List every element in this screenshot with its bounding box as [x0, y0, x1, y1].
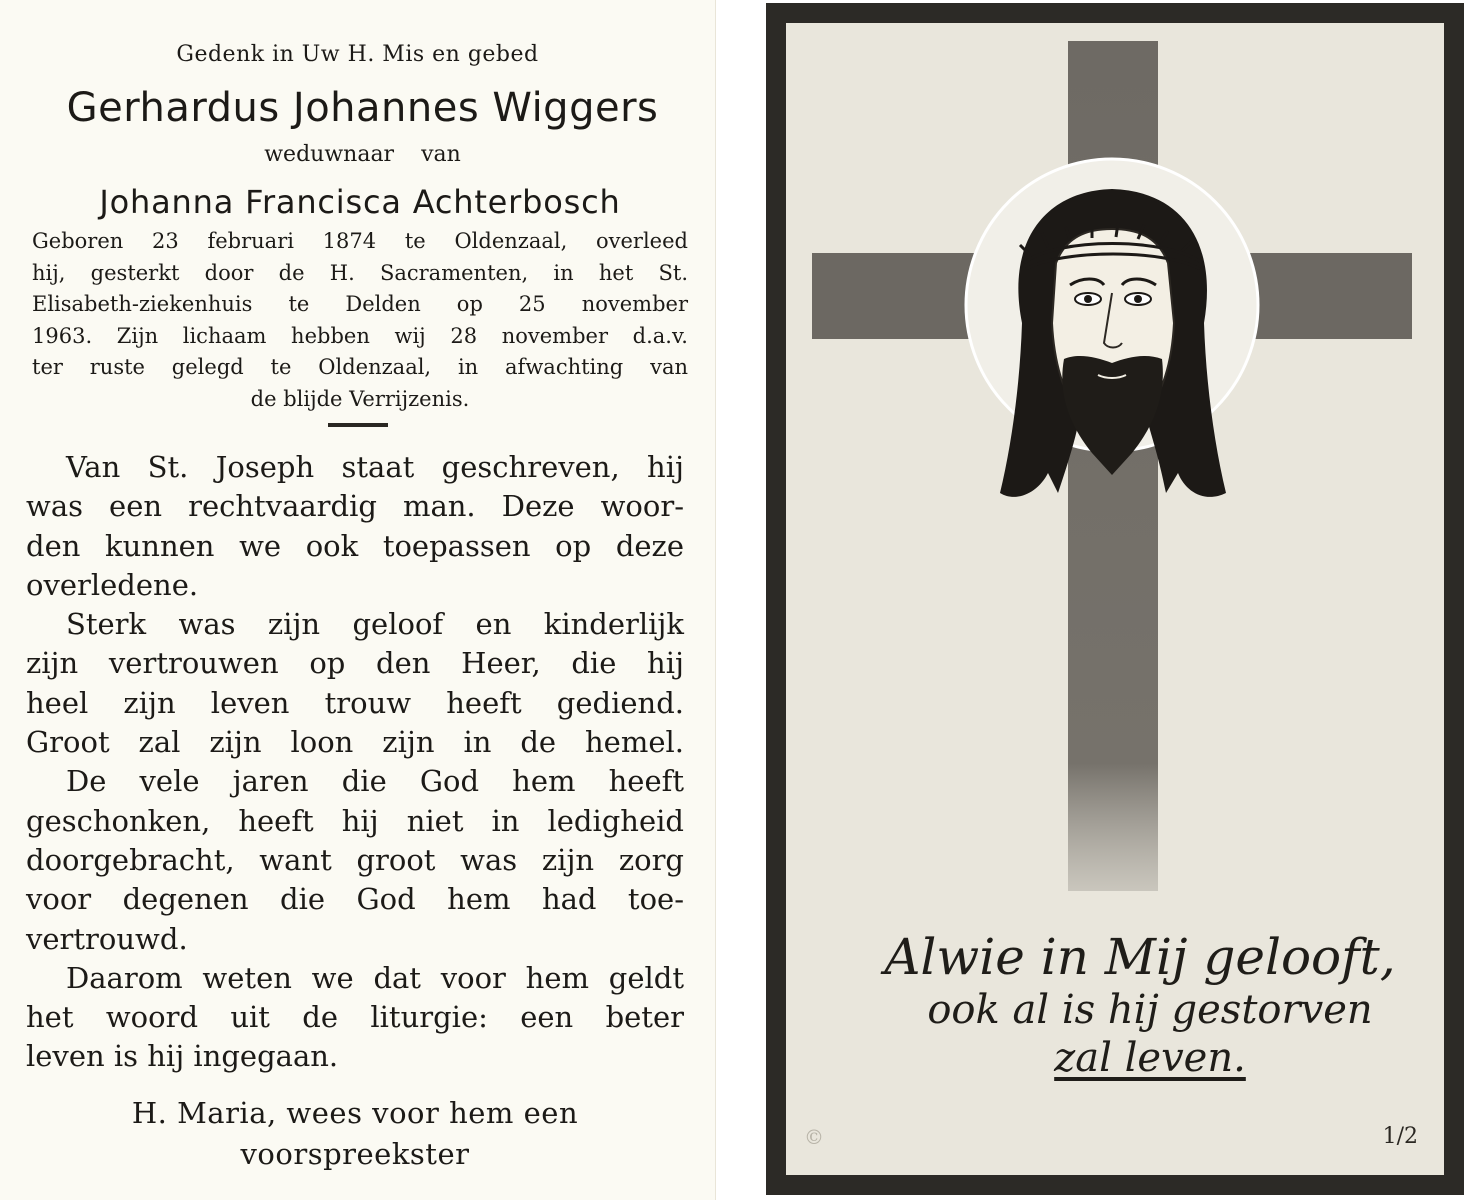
tribute-line: Sterk was zijn geloof en kinderlijk	[66, 607, 684, 642]
deceased-name: Gerhardus Johannes Wiggers	[66, 85, 659, 131]
tribute-line: voor degenen die God hem had toe-	[26, 882, 684, 917]
bio-line: Elisabeth-ziekenhuis te Delden op 25 november	[32, 292, 688, 316]
devotional-image-frame	[766, 3, 1464, 1195]
bio-line: 1963. Zijn lichaam hebben wij 28 november d.a.v.	[32, 323, 688, 348]
verse-line: ook al is hij gestorven	[927, 987, 1373, 1033]
tribute-line: Daarom weten we dat voor hem geldt	[66, 960, 684, 995]
edition-number: 1/2	[1382, 1124, 1418, 1149]
scripture-verse	[786, 928, 1444, 1082]
tribute-line: den kunnen we ook toepassen op deze	[26, 528, 684, 563]
verse-line: zal leven.	[1054, 1035, 1246, 1081]
biography-paragraph	[32, 226, 688, 415]
tribute-line: leven is hij ingegaan.	[26, 1039, 339, 1074]
tribute-line: overledene.	[26, 567, 199, 602]
relation-line: weduwnaar van	[264, 142, 461, 167]
tribute-line: was een rechtvaardig man. Deze woor-	[26, 489, 684, 524]
tribute-text	[26, 448, 684, 1077]
tribute-line: vertrouwd.	[26, 921, 188, 956]
memorial-text-panel	[0, 0, 716, 1200]
tribute-line: heel zijn leven trouw heeft gediend.	[26, 685, 684, 720]
bio-line: Geboren 23 februari 1874 te Oldenzaal, overleed	[32, 229, 688, 253]
closing-line: H. Maria, wees voor hem een	[131, 1096, 579, 1130]
tribute-line: Van St. Joseph staat geschreven, hij	[66, 450, 684, 484]
closing-line: voorspreekster	[240, 1137, 470, 1171]
intro-line: Gedenk in Uw H. Mis en gebed	[176, 42, 539, 67]
tribute-line: De vele jaren die God hem heeft	[66, 764, 684, 799]
verse-line: Alwie in Mij gelooft,	[884, 928, 1396, 986]
tribute-line: het woord uit de liturgie: een beter	[26, 1000, 684, 1035]
tribute-line: geschonken, heeft hij niet in ledigheid	[26, 803, 684, 838]
devotional-image	[786, 23, 1444, 1175]
bio-line: hij, gesterkt door de H. Sacramenten, in het St.	[32, 260, 688, 285]
closing-prayer	[0, 1093, 710, 1175]
bio-line: de blijde Verrijzenis.	[250, 386, 470, 411]
copyright-mark: ©	[804, 1125, 824, 1149]
divider-rule	[328, 423, 388, 427]
bio-line: ter ruste gelegd te Oldenzaal, in afwachting van	[32, 355, 688, 379]
tribute-line: Groot zal zijn loon zijn in de hemel.	[26, 725, 684, 760]
spouse-name: Johanna Francisca Achterbosch	[99, 183, 621, 221]
tribute-line: doorgebracht, want groot was zijn zorg	[26, 842, 684, 877]
tribute-line: zijn vertrouwen op den Heer, die hij	[26, 646, 684, 681]
